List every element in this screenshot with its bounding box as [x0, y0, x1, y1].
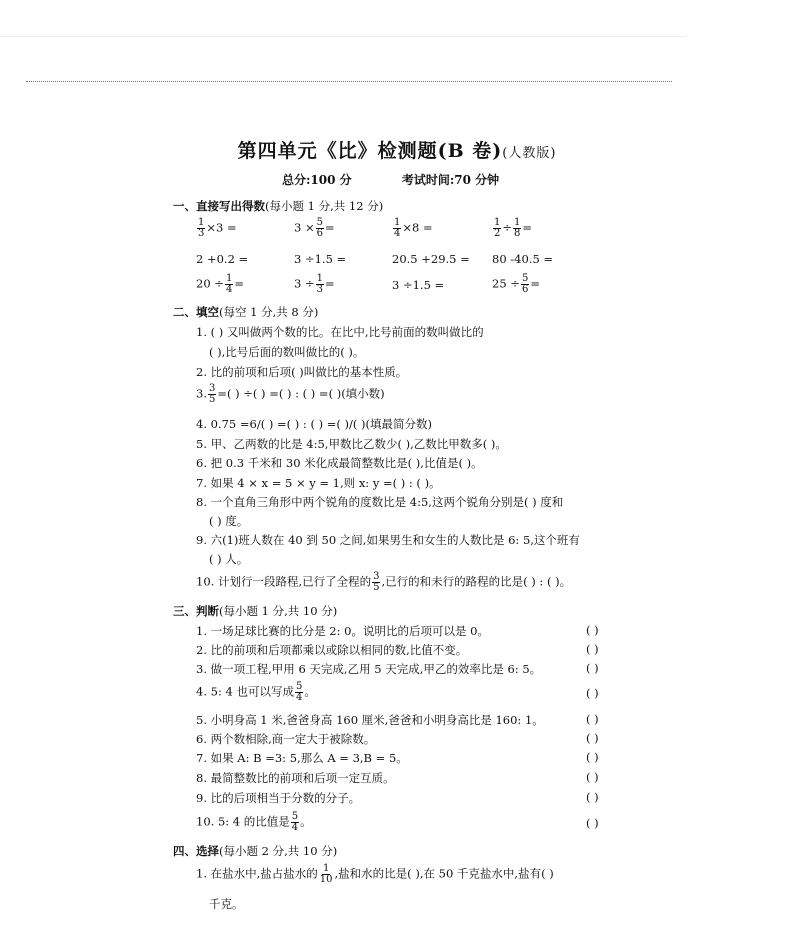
- numerator: 3: [208, 383, 216, 394]
- calc-text: ×8 =: [402, 220, 433, 235]
- fraction: [291, 812, 299, 833]
- calc-text: 20 ÷: [196, 276, 224, 291]
- answer-parentheses: ( ): [586, 686, 599, 700]
- denominator: 4: [291, 822, 299, 833]
- calc-item: [294, 274, 335, 295]
- denominator: 6: [521, 284, 529, 295]
- calc-text: =: [324, 276, 335, 291]
- judge-question: 6. 两个数相除,商一定大于被除数。: [196, 732, 376, 746]
- fill-question: 6. 把 0.3 千米和 30 米化成最简整数比是( ),比值是( )。: [196, 456, 483, 470]
- denominator: 3: [316, 284, 323, 295]
- question-text: 10. 5: 4 的比值是: [196, 814, 290, 829]
- question-text: 10. 计划行一段路程,已行了全程的: [196, 574, 372, 589]
- numerator: 5: [291, 811, 299, 822]
- judge-question: 3. 做一项工程,甲用 6 天完成,乙用 5 天完成,甲乙的效率比是 6: 5。: [196, 662, 542, 676]
- fraction: [208, 384, 216, 405]
- question-number: 3.: [196, 386, 207, 401]
- fill-question: 4. 0.75 =6/( ) =( ) : ( ) =( )/( )(填最简分数): [196, 417, 432, 431]
- fill-question: 1. ( ) 又叫做两个数的比。在比中,比号前面的数叫做比的: [196, 325, 484, 339]
- numerator: 1: [322, 863, 330, 874]
- calc-text: ×3 =: [206, 220, 237, 235]
- numerator: 1: [198, 217, 205, 228]
- calc-item: [492, 274, 540, 295]
- section-2-note: (每空 1 分,共 8 分): [219, 305, 319, 319]
- fraction: [319, 864, 334, 885]
- answer-parentheses: ( ): [586, 731, 599, 745]
- fraction: [521, 274, 529, 295]
- numerator: 5: [521, 273, 529, 284]
- section-2-heading: [173, 304, 318, 320]
- edition-label: (人教版): [502, 146, 557, 161]
- numerator: 1: [316, 273, 323, 284]
- judge-question: 8. 最简整数比的前项和后项一定互质。: [196, 771, 395, 785]
- fraction: [197, 218, 205, 239]
- denominator: 4: [394, 228, 401, 239]
- question-text: 1. 在盐水中,盐占盐水的: [196, 866, 318, 881]
- fill-question: 9. 六(1)班人数在 40 到 50 之间,如果男生和女生的人数比是 6: 5,这个班有: [196, 533, 580, 547]
- answer-parentheses: ( ): [586, 816, 599, 830]
- calc-item: [392, 218, 433, 239]
- page-title: [0, 136, 794, 163]
- fill-question: [196, 572, 571, 593]
- judge-question: 2. 比的前项和后项都乘以或除以相同的数,比值不变。: [196, 643, 468, 657]
- answer-parentheses: ( ): [586, 623, 599, 637]
- section-4-heading: [173, 843, 337, 859]
- question-text: ,已行的和未行的路程的比是( ) : ( )。: [381, 574, 572, 589]
- answer-parentheses: ( ): [586, 770, 599, 784]
- numerator: 1: [494, 217, 501, 228]
- denominator: 6: [316, 228, 323, 239]
- calc-item: 2 +0.2 =: [196, 252, 249, 266]
- question-text: 。: [304, 684, 316, 699]
- calc-text: =: [234, 276, 244, 291]
- numerator: 1: [514, 217, 521, 228]
- judge-question: [196, 812, 312, 833]
- answer-parentheses: ( ): [586, 750, 599, 764]
- denominator: 10: [319, 874, 333, 885]
- calc-text: 3 ×: [294, 220, 315, 235]
- section-3-title: 三、判断: [173, 604, 219, 618]
- section-1-note: (每小题 1 分,共 12 分): [265, 199, 384, 213]
- calc-text: ÷: [502, 220, 513, 235]
- numerator: 5: [316, 217, 323, 228]
- section-3-note: (每小题 1 分,共 10 分): [219, 604, 338, 618]
- score-time-line: [282, 171, 499, 188]
- section-4-title: 四、选择: [173, 844, 219, 858]
- fraction: [225, 274, 233, 295]
- answer-parentheses: ( ): [586, 790, 599, 804]
- fill-question-continued: ( ) 人。: [209, 552, 249, 566]
- calc-text: =: [530, 276, 540, 291]
- section-3-heading: [173, 603, 337, 619]
- denominator: 3: [198, 228, 205, 239]
- calc-item: 80 -40.5 =: [492, 252, 554, 266]
- fraction: [316, 218, 324, 239]
- numerator: 3: [373, 571, 380, 582]
- section-2-title: 二、填空: [173, 305, 219, 319]
- denominator: 5: [208, 394, 216, 405]
- denominator: 4: [295, 692, 303, 703]
- fill-question: 5. 甲、乙两数的比是 4:5,甲数比乙数少( ),乙数比甲数多( )。: [196, 437, 507, 451]
- denominator: 5: [373, 582, 380, 593]
- calc-text: =: [324, 220, 335, 235]
- choice-question: [196, 864, 554, 885]
- calc-text: 3 ÷: [294, 276, 315, 291]
- fill-question: 2. 比的前项和后项( )叫做比的基本性质。: [196, 365, 408, 379]
- fraction: [393, 218, 401, 239]
- answer-parentheses: ( ): [586, 712, 599, 726]
- calc-item: [196, 218, 237, 239]
- question-text: =( ) ÷( ) =( ) : ( ) =( )(填小数): [217, 386, 385, 401]
- question-text: ,盐和水的比是( ),在 50 千克盐水中,盐有( ): [334, 866, 554, 881]
- fill-question-continued: ( ),比号后面的数叫做比的( )。: [209, 345, 365, 359]
- numerator: 1: [225, 273, 233, 284]
- judge-question: 9. 比的后项相当于分数的分子。: [196, 791, 361, 805]
- fraction: [295, 682, 303, 703]
- answer-parentheses: ( ): [586, 661, 599, 675]
- calc-item: 3 ÷1.5 =: [392, 278, 445, 292]
- fraction: [372, 572, 380, 593]
- section-1-heading: [173, 198, 383, 214]
- denominator: 8: [514, 228, 521, 239]
- calc-item: 20.5 +29.5 =: [392, 252, 470, 266]
- fill-question: [196, 384, 385, 405]
- question-text: 。: [300, 814, 312, 829]
- denominator: 4: [225, 284, 233, 295]
- title-text: 第四单元《比》检测题(B 卷): [237, 140, 503, 162]
- fraction: [513, 218, 521, 239]
- choice-question-continued: 千克。: [209, 897, 244, 911]
- calc-item: [492, 218, 532, 239]
- judge-question: 5. 小明身高 1 米,爸爸身高 160 厘米,爸爸和小明身高比是 160: 1。: [196, 713, 544, 727]
- judge-question: 7. 如果 A: B =3: 5,那么 A = 3,B = 5。: [196, 751, 408, 765]
- denominator: 2: [494, 228, 501, 239]
- top-rule: [0, 36, 686, 37]
- fill-question-continued: ( ) 度。: [209, 514, 249, 528]
- dotted-separator: [26, 81, 672, 82]
- calc-item: 3 ÷1.5 =: [294, 252, 347, 266]
- judge-question: [196, 682, 316, 703]
- fill-question: 8. 一个直角三角形中两个锐角的度数比是 4:5,这两个锐角分别是( ) 度和: [196, 495, 564, 509]
- calc-text: =: [522, 220, 533, 235]
- question-text: 4. 5: 4 也可以写成: [196, 684, 294, 699]
- judge-question: 1. 一场足球比赛的比分是 2: 0。说明比的后项可以是 0。: [196, 624, 489, 638]
- answer-parentheses: ( ): [586, 642, 599, 656]
- fill-question: 7. 如果 4 × x = 5 × y = 1,则 x: y =( ) : ( )。: [196, 476, 441, 490]
- calc-item: [196, 274, 244, 295]
- numerator: 1: [394, 217, 401, 228]
- calc-item: [294, 218, 335, 239]
- section-4-note: (每小题 2 分,共 10 分): [219, 844, 338, 858]
- section-1-title: 一、直接写出得数: [173, 199, 265, 213]
- numerator: 5: [295, 681, 303, 692]
- fraction: [493, 218, 501, 239]
- calc-text: 25 ÷: [492, 276, 520, 291]
- fraction: [316, 274, 324, 295]
- exam-time: 考试时间:70 分钟: [401, 173, 500, 187]
- total-score: 总分:100 分: [282, 173, 352, 187]
